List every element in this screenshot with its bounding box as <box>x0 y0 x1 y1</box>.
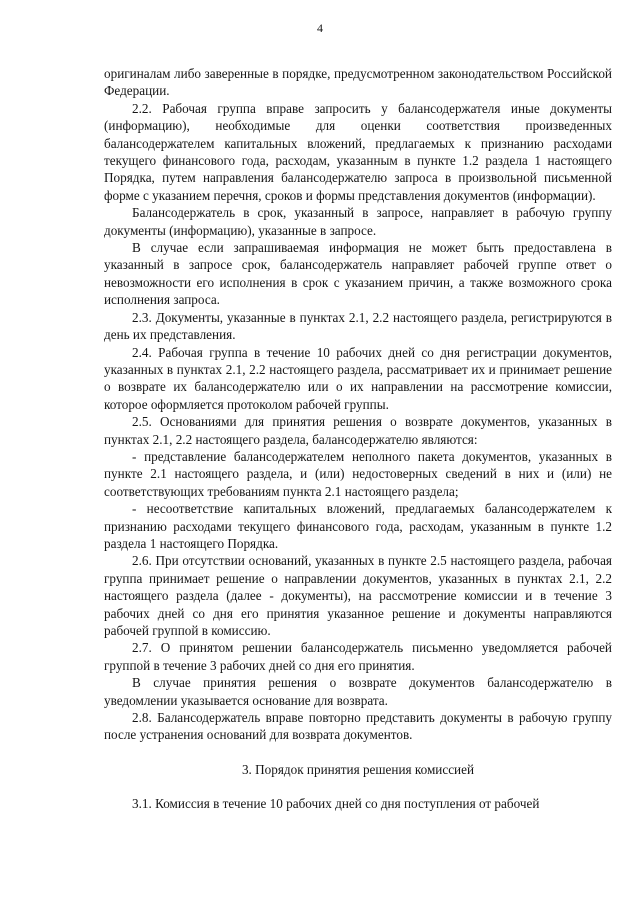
paragraph-2-6: 2.6. При отсутствии оснований, указанных в пункте 2.5 настоящего раздела, рабочая группа принимает решение о направлении документов, указанных в пунктах 2.1, 2.2 настоящего раздела (далее - документы), на рассмотрение комиссии и в течение 3 рабочих дней со дня его принятия указанное решение и документы направляются рабочей группой в комиссию. <box>104 553 612 638</box>
paragraph-2-2: 2.2. Рабочая группа вправе запросить у балансодержателя иные документы (информацию), необходимые для оценки соответствия произведенных балансодержателем капитальных вложений, предлагаемых к признанию расходами текущего финансового года, расходам, указанным в пункте 1.2 раздела 1 настоящего Порядка, путем направления балансодержателю запроса в произвольной письменной форме с указанием перечня, сроков и формы представления документов (информации). <box>104 100 612 203</box>
document-body <box>104 65 612 813</box>
section-heading: 3. Порядок принятия решения комиссией <box>241 761 475 777</box>
list-item-incomplete-package: - представление балансодержателем неполного пакета документов, указанных в пункте 2.1 настоящего раздела, и (или) недостоверных сведений в них и (или) не соответствующих требованиям пункта 2.1 настоящего раздела; <box>104 448 612 499</box>
paragraph-3-1: 3.1. Комиссия в течение 10 рабочих дней со дня поступления от рабочей <box>132 796 540 812</box>
paragraph-info-unavailable: В случае если запрашиваемая информация не может быть предоставлена в указанный в запросе срок, балансодержатель направляет рабочей группе ответ о невозможности его исполнения в срок с указанием причин, а также возможного срока исполнения запроса. <box>104 240 612 308</box>
paragraph-2-5: 2.5. Основаниями для принятия решения о возврате документов, указанных в пунктах 2.1, 2.2 настоящего раздела, балансодержателю являются: <box>104 414 612 447</box>
list-item-noncompliance: - несоответствие капитальных вложений, предлагаемых балансодержателем к признанию расходами текущего финансового года, расходам, указанным в пункте 1.2 раздела 1 настоящего Порядка. <box>104 501 612 551</box>
paragraph-2-3: 2.3. Документы, указанные в пунктах 2.1, 2.2 настоящего раздела, регистрируются в день их представления. <box>104 309 612 343</box>
paragraph-return-notice: В случае принятия решения о возврате документов балансодержателю в уведомлении указывается основание для возврата. <box>104 675 612 708</box>
paragraph-2-8: 2.8. Балансодержатель вправе повторно представить документы в рабочую группу после устранения оснований для возврата документов. <box>104 710 612 743</box>
paragraph-request-deadline: Балансодержатель в срок, указанный в запросе, направляет в рабочую группу документы (информацию), указанные в запросе. <box>104 205 612 238</box>
paragraph-continuation: оригиналам либо заверенные в порядке, предусмотренном законодательством Российской Федерации. <box>104 66 612 99</box>
paragraph-2-7: 2.7. О принятом решении балансодержатель письменно уведомляется рабочей группой в течение 3 рабочих дней со дня его принятия. <box>104 640 612 673</box>
paragraph-2-4: 2.4. Рабочая группа в течение 10 рабочих дней со дня регистрации документов, указанных в пунктах 2.1, 2.2 настоящего раздела, рассматривает их и принимает решение о возврате их балансодержателю или о их направлении на рассмотрение комиссии, которое оформляется протоколом рабочей группы. <box>104 344 612 412</box>
page-number: 4 <box>317 21 323 35</box>
